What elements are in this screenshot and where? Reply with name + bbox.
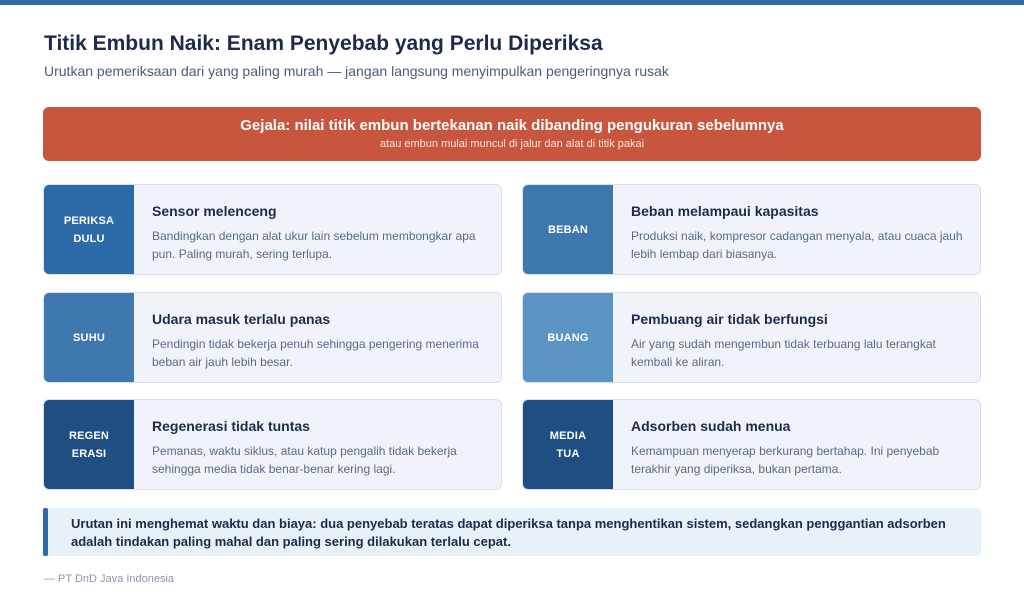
cause-card-load (522, 184, 981, 275)
cause-tag-line: SUHU (73, 331, 105, 344)
footer-credit: — PT DnD Java Indonesia (44, 573, 175, 585)
cause-tag-line: ERASI (71, 447, 107, 460)
top-accent-bar (0, 0, 1024, 5)
cause-tag-line: DULU (73, 232, 105, 245)
page-subtitle: Urutkan pemeriksaan dari yang paling murah — jangan langsung menyimpulkan pengeringnya rusak (44, 63, 669, 79)
cause-tag-line: BEBAN (547, 223, 589, 236)
page-title: Titik Embun Naik: Enam Penyebab yang Perlu Diperiksa (44, 32, 603, 55)
cause-tag (44, 400, 134, 489)
cause-card-sensor (43, 184, 502, 275)
cause-description: Pemanas, waktu siklus, atau katup pengalih tidak bekerja sehingga media tidak benar-benar kering lagi. (152, 444, 457, 476)
cause-description: Bandingkan dengan alat ukur lain sebelum membongkar apa pun. Paling murah, sering terlupa. (152, 229, 476, 261)
cause-description: Produksi naik, kompresor cadangan menyala, atau cuaca jauh lebih lembap dari biasanya. (631, 229, 963, 261)
cause-title: Regenerasi tidak tuntas (152, 418, 310, 434)
cause-tag (523, 185, 613, 274)
note-accent-bar (43, 508, 48, 556)
cause-title: Pembuang air tidak berfungsi (631, 311, 828, 327)
cause-tag (523, 293, 613, 382)
cause-tag (44, 185, 134, 274)
cause-tag-line: MEDIA (549, 429, 587, 442)
cause-tag-line: REGEN (68, 429, 110, 442)
cause-card-regeneration (43, 399, 502, 490)
cause-tag (523, 400, 613, 489)
cause-tag-line: PERIKSA (63, 214, 115, 227)
cause-tag (44, 293, 134, 382)
cause-title: Udara masuk terlalu panas (152, 311, 331, 327)
symptom-sub-text: atau embun mulai muncul di jalur dan alat di titik pakai (379, 138, 645, 150)
cause-tag-line: BUANG (547, 331, 589, 344)
symptom-banner (43, 107, 981, 161)
cause-description: Air yang sudah mengembun tidak terbuang lalu terangkat kembali ke aliran. (631, 337, 936, 369)
cause-title: Adsorben sudah menua (631, 418, 791, 434)
cause-card-drain (522, 292, 981, 383)
cause-description: Pendingin tidak bekerja penuh sehingga pengering menerima beban air jauh lebih besar. (152, 337, 479, 369)
note-text: Urutan ini menghemat waktu dan biaya: dua penyebab teratas dapat diperiksa tanpa menghentikan sistem, sedangkan penggantian adsorben adalah tindakan paling mahal dan paling sering dilakukan terlalu cepat. (71, 516, 946, 549)
summary-note (43, 508, 981, 556)
cause-tag-line: TUA (556, 447, 580, 460)
cause-title: Sensor melenceng (152, 203, 277, 219)
cause-title: Beban melampaui kapasitas (631, 203, 819, 219)
cause-description: Kemampuan menyerap berkurang bertahap. Ini penyebab terakhir yang diperiksa, bukan pertama. (631, 444, 940, 476)
cause-card-temperature (43, 292, 502, 383)
symptom-main-text: Gejala: nilai titik embun bertekanan naik dibanding pengukuran sebelumnya (240, 117, 784, 134)
cause-card-media (522, 399, 981, 490)
